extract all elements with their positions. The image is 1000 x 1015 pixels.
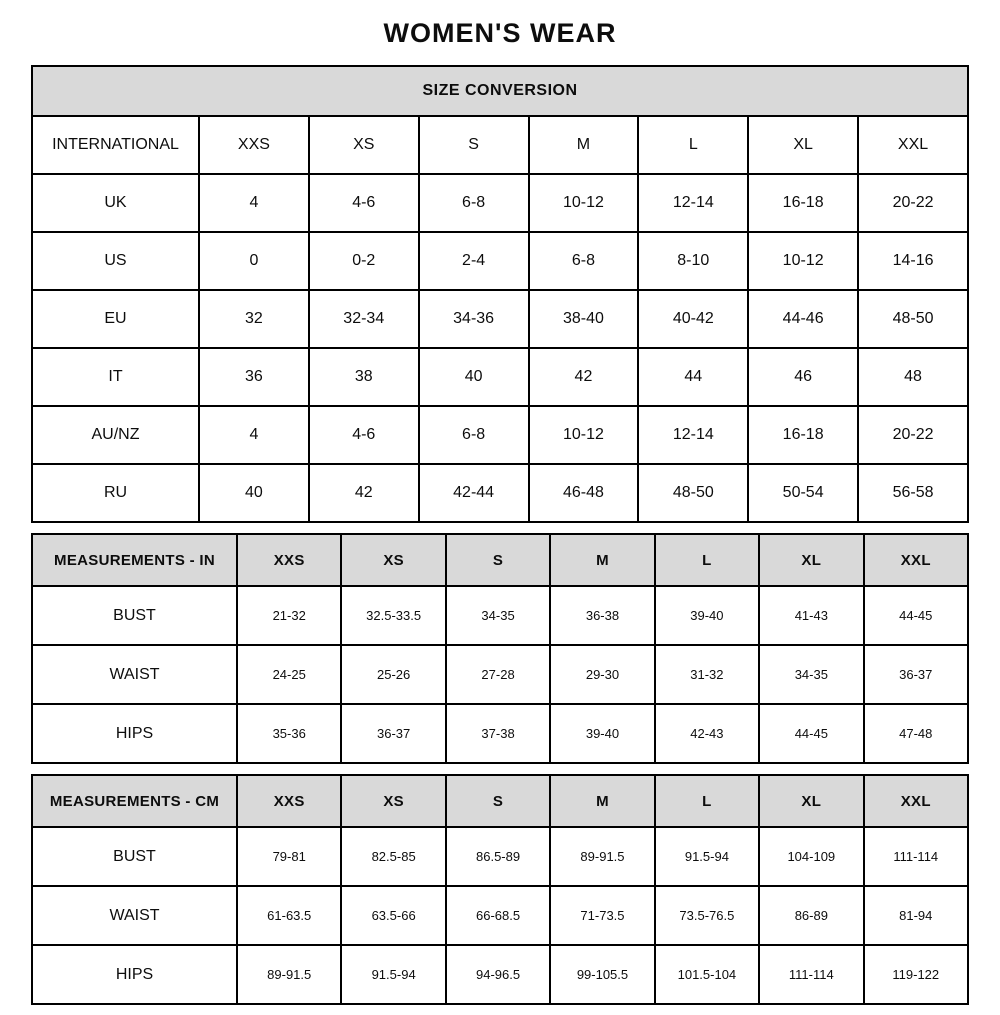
size-cell: 50-54 (748, 464, 858, 522)
measure-cell: 44-45 (864, 586, 968, 645)
measure-cell: 111-114 (759, 945, 863, 1004)
measure-cell: 39-40 (550, 704, 654, 763)
measure-cell: 111-114 (864, 827, 968, 886)
size-cell: 16-18 (748, 406, 858, 464)
column-header: XXS (237, 775, 341, 827)
size-cell: 6-8 (419, 174, 529, 232)
column-header: XXL (864, 775, 968, 827)
table-row (32, 827, 968, 886)
column-header: XXL (864, 534, 968, 586)
measure-cell: 37-38 (446, 704, 550, 763)
measure-cell: 25-26 (341, 645, 445, 704)
size-cell: 4-6 (309, 174, 419, 232)
size-cell: 36 (199, 348, 309, 406)
table-row (32, 945, 968, 1004)
table-row (32, 174, 968, 232)
row-label: BUST (32, 586, 237, 645)
size-cell: 10-12 (529, 174, 639, 232)
measure-cell: 36-38 (550, 586, 654, 645)
measure-cell: 94-96.5 (446, 945, 550, 1004)
size-cell: 40 (419, 348, 529, 406)
measure-cell: 91.5-94 (341, 945, 445, 1004)
size-cell: 46-48 (529, 464, 639, 522)
page-title: WOMEN'S WEAR (383, 18, 617, 48)
size-conversion-title: SIZE CONVERSION (32, 66, 968, 116)
measure-cell: 63.5-66 (341, 886, 445, 945)
measure-cell: 44-45 (759, 704, 863, 763)
measure-cell: 61-63.5 (237, 886, 341, 945)
size-cell: 56-58 (858, 464, 968, 522)
column-header: XXS (237, 534, 341, 586)
measure-cell: 41-43 (759, 586, 863, 645)
row-label: RU (32, 464, 199, 522)
measure-cell: 36-37 (341, 704, 445, 763)
measure-cell: 47-48 (864, 704, 968, 763)
size-cell: 48-50 (638, 464, 748, 522)
table-row (32, 232, 968, 290)
measure-cell: 24-25 (237, 645, 341, 704)
table-row (32, 66, 968, 116)
table-row (32, 406, 968, 464)
size-cell: 4-6 (309, 406, 419, 464)
row-label: WAIST (32, 886, 237, 945)
column-header: M (550, 775, 654, 827)
size-cell: 48 (858, 348, 968, 406)
row-label: EU (32, 290, 199, 348)
measure-cell: 89-91.5 (237, 945, 341, 1004)
measure-cell: 35-36 (237, 704, 341, 763)
size-cell: 32-34 (309, 290, 419, 348)
column-header: XS (341, 534, 445, 586)
table-row (32, 645, 968, 704)
measure-cell: 99-105.5 (550, 945, 654, 1004)
measure-cell: 89-91.5 (550, 827, 654, 886)
size-cell: 10-12 (748, 232, 858, 290)
size-cell: 48-50 (858, 290, 968, 348)
size-cell: 2-4 (419, 232, 529, 290)
size-cell: 40 (199, 464, 309, 522)
measure-cell: 31-32 (655, 645, 759, 704)
measure-cell: 71-73.5 (550, 886, 654, 945)
measure-cell: 42-43 (655, 704, 759, 763)
column-header: INTERNATIONAL (32, 116, 199, 174)
measure-cell: 81-94 (864, 886, 968, 945)
size-cell: 42 (529, 348, 639, 406)
table-row (32, 290, 968, 348)
column-header: XS (341, 775, 445, 827)
column-header: XXL (858, 116, 968, 174)
size-cell: 44-46 (748, 290, 858, 348)
row-label: BUST (32, 827, 237, 886)
measure-cell: 86-89 (759, 886, 863, 945)
table-header-row (32, 775, 968, 827)
row-label: WAIST (32, 645, 237, 704)
measure-cell: 104-109 (759, 827, 863, 886)
size-conversion-table (31, 65, 969, 523)
size-cell: 46 (748, 348, 858, 406)
size-cell: 4 (199, 406, 309, 464)
measure-cell: 86.5-89 (446, 827, 550, 886)
size-cell: 44 (638, 348, 748, 406)
size-cell: 16-18 (748, 174, 858, 232)
column-header: M (550, 534, 654, 586)
table-row (32, 886, 968, 945)
measure-cell: 39-40 (655, 586, 759, 645)
size-cell: 34-36 (419, 290, 529, 348)
column-header: XL (759, 775, 863, 827)
measure-cell: 79-81 (237, 827, 341, 886)
measure-cell: 36-37 (864, 645, 968, 704)
size-cell: 42 (309, 464, 419, 522)
table-row (32, 704, 968, 763)
size-cell: 0 (199, 232, 309, 290)
column-header: L (655, 775, 759, 827)
column-header: XL (759, 534, 863, 586)
row-label: HIPS (32, 945, 237, 1004)
column-header: XS (309, 116, 419, 174)
measure-cell: 32.5-33.5 (341, 586, 445, 645)
size-cell: 12-14 (638, 406, 748, 464)
size-cell: 38-40 (529, 290, 639, 348)
table-header-row (32, 116, 968, 174)
column-header: L (638, 116, 748, 174)
size-cell: 10-12 (529, 406, 639, 464)
measure-cell: 82.5-85 (341, 827, 445, 886)
row-label: HIPS (32, 704, 237, 763)
column-header: L (655, 534, 759, 586)
measure-cell: 119-122 (864, 945, 968, 1004)
measure-cell: 34-35 (759, 645, 863, 704)
measure-cell: 34-35 (446, 586, 550, 645)
size-chart-page (31, 0, 969, 1005)
table-row (32, 586, 968, 645)
size-cell: 14-16 (858, 232, 968, 290)
size-cell: 4 (199, 174, 309, 232)
size-cell: 12-14 (638, 174, 748, 232)
measure-cell: 21-32 (237, 586, 341, 645)
measurements-in-table (31, 533, 969, 764)
measurements-in-title: MEASUREMENTS - IN (32, 534, 237, 586)
row-label: IT (32, 348, 199, 406)
measure-cell: 91.5-94 (655, 827, 759, 886)
size-cell: 42-44 (419, 464, 529, 522)
size-cell: 20-22 (858, 174, 968, 232)
column-header: M (529, 116, 639, 174)
size-cell: 0-2 (309, 232, 419, 290)
measure-cell: 66-68.5 (446, 886, 550, 945)
size-cell: 8-10 (638, 232, 748, 290)
column-header: XXS (199, 116, 309, 174)
size-cell: 6-8 (419, 406, 529, 464)
size-cell: 38 (309, 348, 419, 406)
measure-cell: 27-28 (446, 645, 550, 704)
column-header: S (419, 116, 529, 174)
row-label: US (32, 232, 199, 290)
table-row (32, 348, 968, 406)
size-cell: 6-8 (529, 232, 639, 290)
table-row (32, 464, 968, 522)
column-header: S (446, 775, 550, 827)
column-header: XL (748, 116, 858, 174)
size-cell: 40-42 (638, 290, 748, 348)
column-header: S (446, 534, 550, 586)
row-label: AU/NZ (32, 406, 199, 464)
measure-cell: 101.5-104 (655, 945, 759, 1004)
size-cell: 32 (199, 290, 309, 348)
size-cell: 20-22 (858, 406, 968, 464)
measure-cell: 29-30 (550, 645, 654, 704)
measurements-cm-title: MEASUREMENTS - CM (32, 775, 237, 827)
measure-cell: 73.5-76.5 (655, 886, 759, 945)
measurements-cm-table (31, 774, 969, 1005)
row-label: UK (32, 174, 199, 232)
table-header-row (32, 534, 968, 586)
